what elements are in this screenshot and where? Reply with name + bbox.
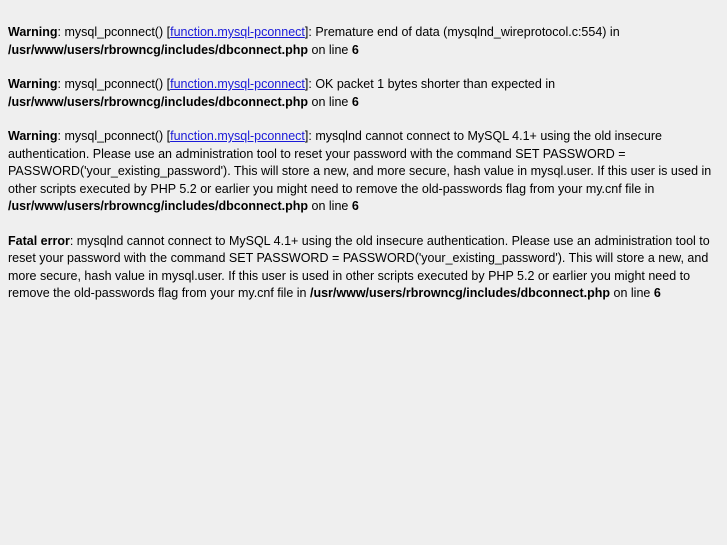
line-number: 6 bbox=[351, 42, 359, 57]
error-level: Warning bbox=[8, 129, 58, 143]
warning-message: Warning: mysql_pconnect() [function.mysql-pconnect]: mysqlnd cannot connect to MySQL 4.1+ using the old insecure authentication. Please use an administration tool to reset your password with the command SET PASSWORD = PASSWORD('your_existing_password'). This will store a new, and more secure, hash value in mysql.user. If this user is used in other scripts executed by PHP 5.2 or earlier you might need to remove the old-passwords flag from your my.cnf file in /usr/www/users/rbrowncg/includes/dbconnect.php on line 6 bbox=[8, 129, 712, 213]
error-level: Fatal error bbox=[8, 233, 70, 248]
line-number: 6 bbox=[351, 199, 359, 213]
error-level: Warning bbox=[8, 77, 58, 91]
error-level: Warning bbox=[8, 25, 58, 39]
line-number: 6 bbox=[653, 286, 661, 300]
file-path: /usr/www/users/rbrowncg/includes/dbconnect.php bbox=[309, 286, 611, 300]
on-line-label: on line bbox=[613, 286, 651, 300]
on-line-label: on line bbox=[311, 199, 349, 213]
error-text: : mysqlnd cannot connect to MySQL 4.1+ using the old insecure authentication. Please use an administration tool to reset your password with the command SET PASSWORD = PASSWORD('your_existing_password'). This will store a new, and more secure, hash value in mysql.user. If this user is used in other scripts executed by PHP 5.2 or earlier you might need to remove the old-passwords flag from your my.cnf file in bbox=[8, 129, 712, 196]
file-path: /usr/www/users/rbrowncg/includes/dbconnect.php bbox=[8, 42, 309, 57]
function-name: mysql_pconnect() bbox=[64, 25, 164, 39]
function-name: mysql_pconnect() bbox=[64, 77, 164, 91]
function-doc-link[interactable]: function.mysql-pconnect bbox=[170, 129, 305, 143]
function-doc-link[interactable]: function.mysql-pconnect bbox=[170, 77, 305, 91]
error-text: : Premature end of data (mysqlnd_wireprotocol.c:554) in bbox=[308, 25, 620, 39]
function-name: mysql_pconnect() bbox=[64, 129, 164, 143]
warning-message: Warning: mysql_pconnect() [function.mysql-pconnect]: Premature end of data (mysqlnd_wireprotocol.c:554) in /usr/www/users/rbrowncg/includes/dbconnect.php on line 6 bbox=[8, 25, 620, 57]
file-path: /usr/www/users/rbrowncg/includes/dbconnect.php bbox=[8, 94, 309, 109]
error-text: : OK packet 1 bytes shorter than expected in bbox=[308, 77, 556, 91]
error-text: : mysqlnd cannot connect to MySQL 4.1+ using the old insecure authentication. Please use an administration tool to reset your password with the command SET PASSWORD = PASSWORD('your_existing_password'). This will store a new, and more secure, hash value in mysql.user. If this user is used in other scripts executed by PHP 5.2 or earlier you might need to remove the old-passwords flag from your my.cnf file in bbox=[8, 233, 710, 300]
on-line-label: on line bbox=[311, 94, 349, 109]
on-line-label: on line bbox=[311, 42, 349, 57]
warning-message: Warning: mysql_pconnect() [function.mysql-pconnect]: OK packet 1 bytes shorter than expected in /usr/www/users/rbrowncg/includes/dbconnect.php on line 6 bbox=[8, 77, 556, 109]
file-path: /usr/www/users/rbrowncg/includes/dbconnect.php bbox=[8, 199, 309, 213]
fatal-error-message bbox=[8, 233, 719, 303]
function-doc-link[interactable]: function.mysql-pconnect bbox=[170, 25, 305, 39]
line-number: 6 bbox=[351, 94, 359, 109]
